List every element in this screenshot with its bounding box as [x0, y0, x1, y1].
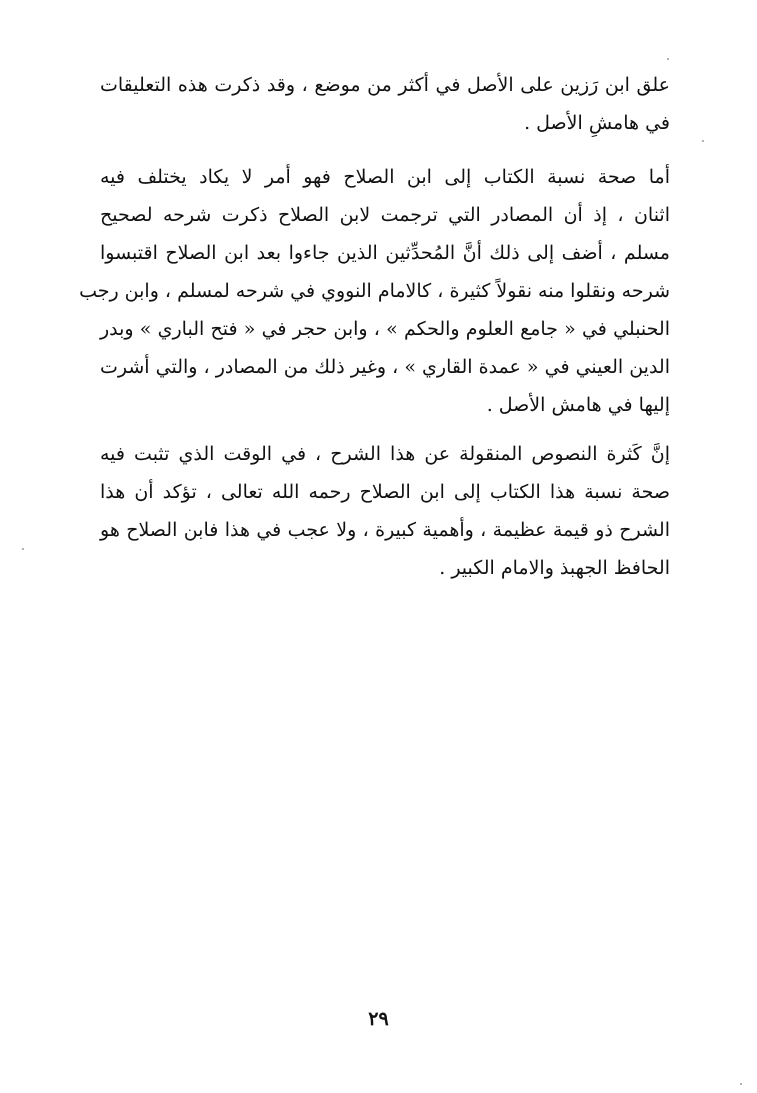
text-line: شرحه ونقلوا منه نقولاً كثيرة ، كالامام النووي في شرحه لمسلم ، وابن رجب — [79, 280, 670, 302]
text-line: أما صحة نسبة الكتاب إلى ابن الصلاح فهو أمر لا يكاد يختلف فيه — [100, 166, 670, 188]
scan-speck — [667, 58, 669, 60]
text-line: اثنان ، إذ أن المصادر التي ترجمت لابن الصلاح ذكرت شرحه لصحيح — [100, 204, 670, 226]
text-line: مسلم ، أضف إلى ذلك أنَّ المُحدِّثين الذين جاءوا بعد ابن الصلاح اقتبسوا — [100, 242, 670, 264]
text-line: الحنبلي في « جامع العلوم والحكم » ، وابن حجر في « فتح الباري » وبدر — [100, 318, 670, 340]
paragraph-3 — [100, 435, 670, 587]
text-line: صحة نسبة هذا الكتاب إلى ابن الصلاح رحمه الله تعالى ، تؤكد أن هذا — [100, 481, 670, 503]
scan-speck — [740, 1083, 742, 1085]
text-line: في هامشِ الأصل . — [524, 112, 670, 134]
scan-speck — [22, 548, 24, 550]
text-line: الشرح ذو قيمة عظيمة ، وأهمية كبيرة ، ولا عجب في هذا فابن الصلاح هو — [100, 519, 670, 541]
paragraph-2 — [79, 158, 670, 424]
page-number: ٢٩ — [368, 1008, 389, 1030]
text-line: إليها في هامش الأصل . — [486, 394, 670, 416]
text-line: علق ابن رَزين على الأصل في أكثر من موضع ، وقد ذكرت هذه التعليقات — [100, 74, 670, 96]
scan-speck — [702, 140, 704, 142]
text-line: الدين العيني في « عمدة القاري » ، وغير ذلك من المصادر ، والتي أشرت — [100, 356, 670, 378]
text-line: إنَّ كَثرة النصوص المنقولة عن هذا الشرح ، في الوقت الذي تثبت فيه — [100, 443, 670, 465]
text-line: الحافظ الجهبذ والامام الكبير . — [439, 557, 670, 579]
paragraph-1 — [100, 66, 670, 142]
